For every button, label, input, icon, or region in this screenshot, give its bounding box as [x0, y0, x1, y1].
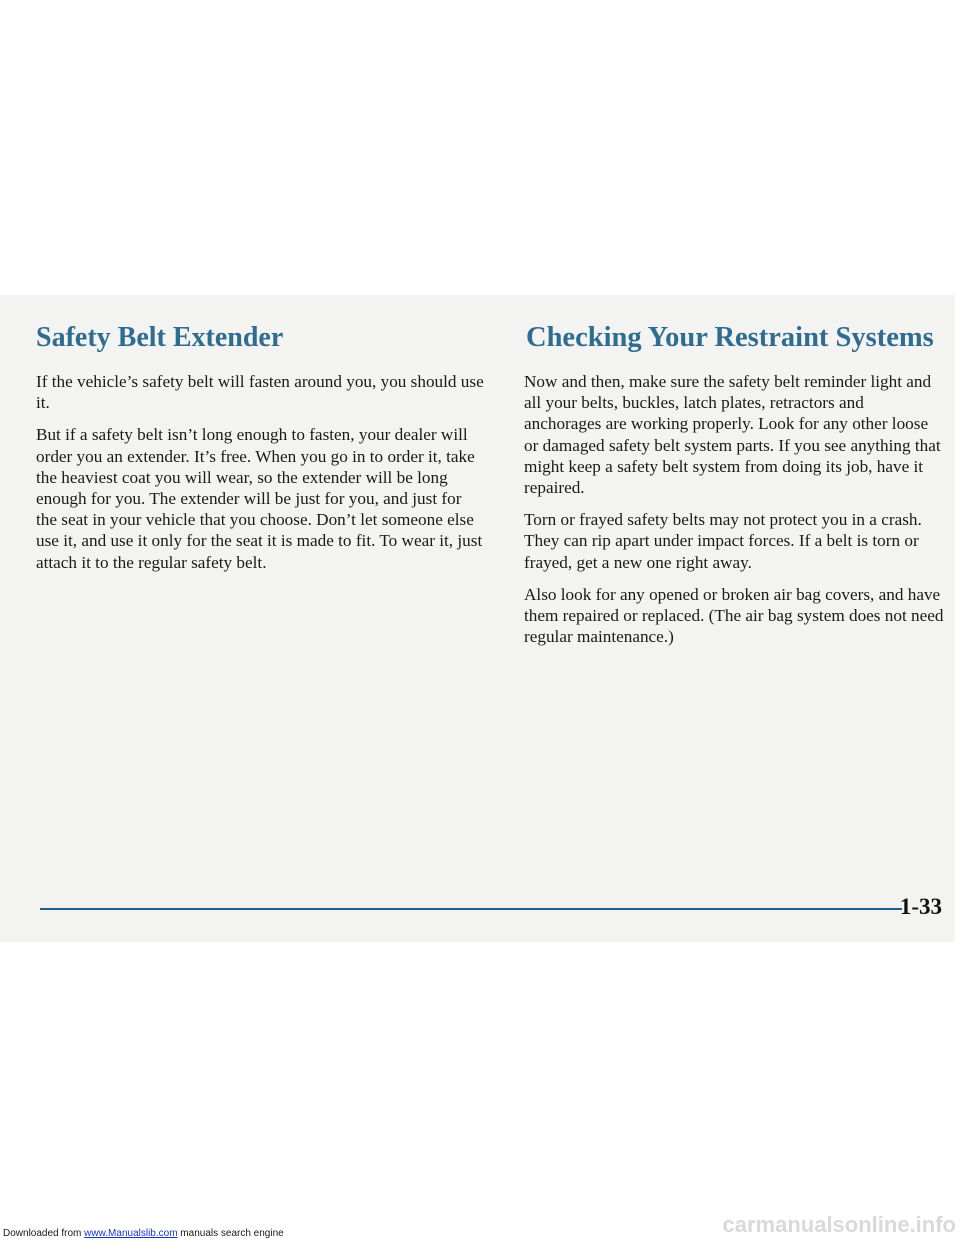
page-number: 1-33: [899, 894, 942, 919]
footer-rule: [40, 908, 902, 910]
left-column: [36, 322, 486, 584]
footer-prefix: Downloaded from: [3, 1228, 85, 1239]
watermark: carmanualsonline.info: [722, 1212, 956, 1237]
download-footer: [3, 1228, 284, 1240]
right-column: [524, 322, 944, 658]
manualslib-link[interactable]: www.Manualslib.com: [84, 1228, 178, 1239]
section-heading-checking-restraint-systems: Checking Your Restraint Systems: [526, 322, 934, 353]
footer-suffix: manuals search engine: [177, 1228, 284, 1239]
paragraph: Now and then, make sure the safety belt reminder light and all your belts, buckles, latch plates, retractors and anchorages are working properly. Look for any other loose or damaged safety belt system parts. If you see anything that might keep a safety belt system from doing its job, have it repaired.: [524, 372, 941, 498]
paragraph: Also look for any opened or broken air bag covers, and have them repaired or replaced. (The air bag system does not need regular maintenance.): [524, 584, 944, 647]
paragraph: Torn or frayed safety belts may not protect you in a crash. They can rip apart under impact forces. If a belt is torn or frayed, get a new one right away.: [524, 510, 922, 572]
paragraph: If the vehicle’s safety belt will fasten around you, you should use it.: [36, 372, 484, 413]
paragraph: But if a safety belt isn’t long enough to fasten, your dealer will order you an extender. It’s free. When you go in to order it, take the heaviest coat you will wear, so the extender will be long enough for you. The extender will be just for you, and just for the seat in your vehicle that you choose. Don’t let someone else use it, and use it only for the seat it is made to fit. To wear it, just attach it to the regular safety belt.: [36, 425, 483, 572]
section-heading-safety-belt-extender: Safety Belt Extender: [36, 322, 284, 353]
